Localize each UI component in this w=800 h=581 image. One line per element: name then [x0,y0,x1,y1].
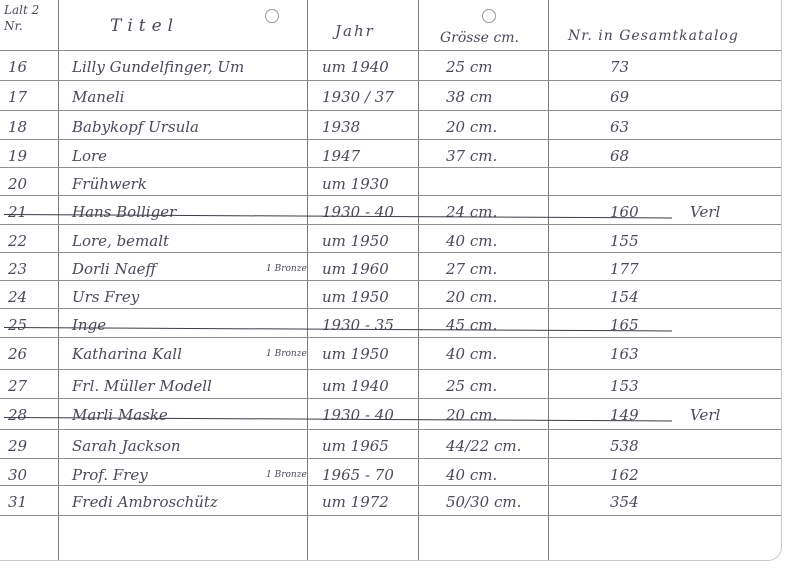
entry-size: 27 cm. [446,260,498,278]
entry-number: 21 [8,203,28,221]
entry-size: 25 cm [446,58,493,76]
entry-number: 30 [8,466,28,484]
entry-number: 27 [8,377,28,395]
entry-size: 40 cm. [446,345,498,363]
entry-catalog-number: 149 [610,406,639,424]
entry-year: um 1950 [322,345,389,363]
entry-catalog-number: 163 [610,345,639,363]
entry-title: Marli Maske [72,406,168,424]
entry-year: um 1950 [322,232,389,250]
entry-title: Dorli Naeff [72,260,157,278]
entry-remark: Verl [690,406,721,424]
ruled-line [0,110,781,111]
entry-number: 18 [8,118,28,136]
entry-size: 37 cm. [446,147,498,165]
ruled-line [0,224,781,225]
entry-year: um 1940 [322,377,389,395]
header-katalog: Nr. in Gesamtkatalog [568,28,739,44]
entry-number: 20 [8,175,28,193]
entry-size: 40 cm. [446,232,498,250]
entry-title: Lilly Gundelfinger, Um [72,58,245,76]
entry-number: 26 [8,345,28,363]
ruled-line [0,139,781,140]
entry-year: 1965 - 70 [322,466,394,484]
ruled-line [0,195,781,196]
entry-year: um 1972 [322,493,389,511]
entry-title: Babykopf Ursula [72,118,199,136]
entry-size: 24 cm. [446,203,498,221]
ruled-line [0,515,781,516]
entry-catalog-number: 165 [610,316,639,334]
entry-catalog-number: 162 [610,466,639,484]
entry-year: um 1940 [322,58,389,76]
punch-hole [482,9,496,23]
entry-year: 1930 - 40 [322,203,394,221]
entry-number: 28 [8,406,28,424]
entry-number: 19 [8,147,28,165]
entry-title: Fredi Ambroschütz [72,493,218,511]
header-nr: Lalt 2 Nr. [4,3,40,33]
entry-year: 1930 / 37 [322,88,394,106]
entry-size: 25 cm. [446,377,498,395]
entry-title: Maneli [72,88,125,106]
entry-number: 22 [8,232,28,250]
entry-catalog-number: 538 [610,437,639,455]
entry-size: 45 cm. [446,316,498,334]
header-titel: Titel [110,16,180,36]
ruled-line [0,167,781,168]
entry-title: Frühwerk [72,175,147,193]
entry-title: Frl. Müller Modell [72,377,212,395]
ruled-line [0,398,781,399]
entry-year: 1930 - 35 [322,316,394,334]
entry-catalog-number: 68 [610,147,630,165]
entry-size: 20 cm. [446,406,498,424]
ruled-line [0,252,781,253]
punch-hole [265,9,279,23]
entry-number: 16 [8,58,28,76]
entry-number: 25 [8,316,28,334]
entry-catalog-number: 354 [610,493,639,511]
entry-catalog-number: 153 [610,377,639,395]
header-jahr: Jahr [335,22,375,40]
entry-catalog-number: 63 [610,118,630,136]
entry-catalog-number: 154 [610,288,639,306]
entry-size: 44/22 cm. [446,437,522,455]
entry-size: 38 cm [446,88,493,106]
ruled-line [0,429,781,430]
entry-year: um 1930 [322,175,389,193]
entry-size: 50/30 cm. [446,493,522,511]
entry-catalog-number: 155 [610,232,639,250]
ruled-line [0,308,781,309]
ruled-line [0,50,781,51]
entry-number: 31 [8,493,28,511]
entry-title: Inge [72,316,107,334]
entry-material-note: 1 Bronze [266,349,307,359]
entry-number: 24 [8,288,28,306]
ruled-line [0,337,781,338]
ruled-line [0,458,781,459]
entry-year: um 1950 [322,288,389,306]
entry-number: 29 [8,437,28,455]
entry-number: 23 [8,260,28,278]
entry-year: um 1960 [322,260,389,278]
ruled-line [0,369,781,370]
entry-year: um 1965 [322,437,389,455]
entry-size: 20 cm. [446,288,498,306]
entry-title: Hans Bolliger [72,203,177,221]
entry-title: Lore, bemalt [72,232,170,250]
entry-title: Sarah Jackson [72,437,181,455]
entry-catalog-number: 69 [610,88,630,106]
entry-size: 40 cm. [446,466,498,484]
entry-year: 1938 [322,118,361,136]
entry-catalog-number: 177 [610,260,639,278]
entry-material-note: 1 Bronze [266,264,307,274]
entry-title: Lore [72,147,108,165]
entry-size: 20 cm. [446,118,498,136]
entry-catalog-number: 160 [610,203,639,221]
ruled-line [0,280,781,281]
entry-number: 17 [8,88,28,106]
entry-material-note: 1 Bronze [266,470,307,480]
header-groesse: Grösse cm. [440,30,519,46]
entry-year: 1947 [322,147,361,165]
entry-title: Katharina Kall [72,345,182,363]
ruled-line [0,485,781,486]
entry-remark: Verl [690,203,721,221]
entry-title: Urs Frey [72,288,140,306]
entry-catalog-number: 73 [610,58,630,76]
ruled-line [0,80,781,81]
entry-title: Prof. Frey [72,466,148,484]
entry-year: 1930 - 40 [322,406,394,424]
